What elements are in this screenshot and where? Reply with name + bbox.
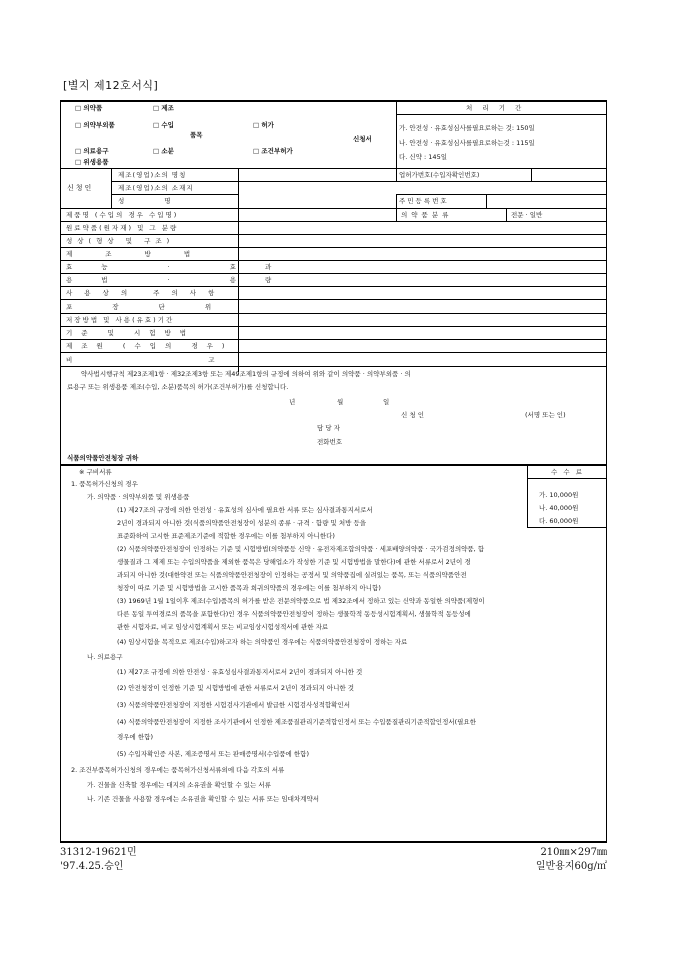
- storage-label: 저장방법 및 사용(유효)기간: [66, 316, 175, 324]
- device-item-3: (3) 식품의약품안전청장이 지정한 시험검사기관에서 발급한 시험검사성적합확인서: [117, 701, 351, 709]
- date-month[interactable]: 월: [337, 398, 344, 406]
- origin-label: 제조원 (수입의 경우): [66, 342, 234, 350]
- resident-number-label: 주민등록번호: [399, 197, 449, 205]
- dosage-label: 용법 · 용량: [66, 276, 301, 284]
- processing-period-na: 나. 안전성 · 유효성심사를필요로하는것 : 115일: [399, 139, 535, 147]
- device-item-4b: 경우에 한함): [117, 733, 153, 741]
- docs-item-2d: 청장이 따로 기준 및 시험방법을 고시한 품목과 희귀의약품의 경우에는 이를 첨부하지 아니함): [117, 584, 381, 592]
- office-name-label: 제조(영업)소의 명칭: [118, 171, 187, 179]
- test-standards-label: 기준 및 시험방법: [66, 329, 196, 337]
- checkbox-import[interactable]: □ 수입: [153, 121, 174, 129]
- sign-or-seal[interactable]: (서명 또는 인): [525, 411, 566, 419]
- manufacturing-method-label: 제조방법: [66, 250, 224, 258]
- application-label: 신청서: [353, 135, 372, 143]
- checkbox-quasi-drug[interactable]: □ 의약부외품: [75, 121, 115, 129]
- fee-na: 나. 40,000원: [539, 504, 579, 512]
- applicant-signature-label: 신 청 인: [401, 411, 424, 419]
- applicant-name-label: 성명: [118, 197, 211, 205]
- date-day[interactable]: 일: [383, 398, 390, 406]
- docs-item-1c: 표준화하여 고시한 표준제조기준에 적합한 경우에는 이를 첨부하지 아니한다): [117, 532, 335, 540]
- fee-title: 수 수 료: [551, 468, 584, 476]
- packaging-unit-label: 포장단위: [66, 303, 252, 311]
- drug-classification-value[interactable]: 전문 · 일반: [511, 211, 543, 219]
- docs-item-1: (1) 제27조의 규정에 의한 안전성 · 유효성의 심사에 필요한 서류 또는 심사결과통지서로서: [117, 506, 373, 514]
- device-item-4: (4) 식품의약품안전청장이 지정한 조사기관에서 인정한 제조품질관리기준적합인정서 또는 수입품질관리기준적합인정서(필요한: [117, 718, 476, 726]
- checkbox-subdivide[interactable]: □ 소분: [153, 147, 174, 155]
- fee-ga: 가. 10,000원: [539, 491, 579, 499]
- docs-section-2: 2. 조건부품목허가신청의 경우에는 품목허가신청서류외에 다음 각호의 서류: [71, 766, 285, 774]
- product-label: 품목: [190, 131, 203, 139]
- drug-classification-label: 의약품분류: [401, 211, 453, 219]
- statement-line-1: 약사법시행규칙 제23조제1항 · 제32조제3항 또는 제49조제1항의 규정에 의하여 위와 같이 의약품 · 의약부외품 · 의: [81, 370, 411, 378]
- form-code: 31312-19621민: [60, 847, 137, 858]
- efficacy-label: 효능 · 효과: [66, 263, 301, 271]
- form-number-title: [별지 제12호서식]: [63, 79, 159, 92]
- ingredients-label: 원료약품(원자재) 및 그 분량: [66, 224, 179, 232]
- paper-type: 일반용지60g/㎡: [535, 861, 607, 872]
- required-docs-title: ※ 구비서류: [79, 468, 112, 476]
- properties-label: 성상(형상 및 구조): [66, 237, 175, 245]
- docs-section-1a: 가. 의약품 · 의약부외품 및 위생용품: [87, 493, 190, 501]
- docs-item-3b: 다른 동일 투여경로의 품목을 포함한다)인 경우 식품의약품안전청장이 정하는 생물학적 동등성시험계획서, 생물학적 동등성에: [117, 610, 471, 618]
- device-item-5: (5) 수입자확인증 사본, 제조증명서 또는 판매증명서(수입품에 한함): [117, 750, 309, 758]
- checkbox-manufacture[interactable]: □ 제조: [153, 104, 174, 112]
- business-license-label: 업허가번호(수입자확인번호): [399, 171, 480, 179]
- checkbox-conditional-license[interactable]: □ 조건부허가: [253, 147, 293, 155]
- docs-item-3: (3) 1969년 1월 1일이후 제조(수입)품목의 허가를 받은 전문의약품으로 법 제32조에서 정하고 있는 신약과 동일한 의약품(제형이: [117, 597, 485, 605]
- checkbox-license[interactable]: □ 허가: [253, 121, 274, 129]
- processing-period-title: 처 리 기 간: [466, 104, 526, 112]
- officer-label: 담 당 자: [317, 424, 340, 432]
- phone-label: 전화번호: [317, 438, 343, 446]
- docs-item-3c: 관한 시험자료, 비교 임상시험계획서 또는 비교임상시험성적서에 관한 자료: [117, 623, 329, 631]
- docs-item-4: (4) 임상시험을 목적으로 제조(수입)하고자 하는 의약품인 경우에는 식품의약품안전청장이 정하는 자료: [117, 638, 408, 646]
- processing-period-da: 다. 신약 : 145일: [399, 153, 447, 161]
- statement-line-2: 료용구 또는 위생용품 제조(수입, 소분)품목의 허가(조건부허가)를 신청합니다.: [67, 383, 289, 391]
- approval-date: '97.4.25.승인: [60, 861, 124, 872]
- docs-item-2: (2) 식품의약품안전청장이 인정하는 기준 및 시험방법(의약품등 신약 · 유전자재조합의약품 · 세포배양의약품 · 국가검정의약품, 함: [117, 545, 485, 553]
- paper-size: 210㎜×297㎜: [540, 847, 607, 858]
- addressee: 식품의약품안전청장 귀하: [67, 454, 139, 462]
- docs-section-2a: 가. 건물을 신축할 경우에는 대지의 소유권을 확인할 수 있는 서류: [87, 781, 271, 789]
- docs-section-1: 1. 품목허가신청의 경우: [71, 480, 138, 488]
- applicant-label: 신청인: [67, 184, 94, 192]
- precautions-label: 사용상의 주의사항: [66, 289, 227, 297]
- processing-period-ga: 가. 안전성 · 유효성심사를필요로하는 것: 150일: [399, 124, 535, 132]
- checkbox-drug[interactable]: □ 의약품: [75, 104, 103, 112]
- remarks-label: 비고: [66, 356, 351, 364]
- docs-section-1b: 나. 의료용구: [87, 653, 123, 661]
- checkbox-medical-device[interactable]: □ 의료용구: [75, 147, 109, 155]
- device-item-1: (1) 제27조 규정에 의한 안전성 · 유효성심사결과통지서로서 2년이 경과되지 아니한 것: [117, 668, 363, 676]
- office-address-label: 제조(영업)소의 소재지: [118, 184, 194, 192]
- device-item-2: (2) 안전청장이 인정한 기준 및 시험방법에 관한 서류로서 2년이 경과되지 아니한 것: [117, 684, 354, 692]
- application-form: [60, 100, 607, 843]
- fee-da: 다. 60,000원: [539, 517, 579, 525]
- docs-item-2c: 과되지 아니한 것(대한약전 또는 식품의약품안전청장이 인정하는 공정서 및 의약품집에 실려있는 품목, 또는 식품의약품안전: [117, 571, 467, 579]
- product-name-label: 제품명 (수입의 경우 수입명): [66, 211, 179, 219]
- docs-item-2b: 생물질과 그 제제 또는 수입의약품을 제외한 품목은 당해업소가 작성한 기준 및 시험방법을 말한다)에 관한 서류로서 2년이 경: [117, 558, 471, 566]
- checkbox-sanitary-product[interactable]: □ 위생용품: [75, 158, 109, 166]
- docs-item-1b: 2년이 경과되지 아니한 것(식품의약품안전청장이 성분의 종류 · 규격 · 함량 및 처방 등을: [117, 519, 367, 527]
- docs-section-2b: 나. 기존 건물을 사용할 경우에는 소유권을 확인할 수 있는 서류 또는 임대차계약서: [87, 795, 320, 803]
- date-year[interactable]: 년: [289, 398, 296, 406]
